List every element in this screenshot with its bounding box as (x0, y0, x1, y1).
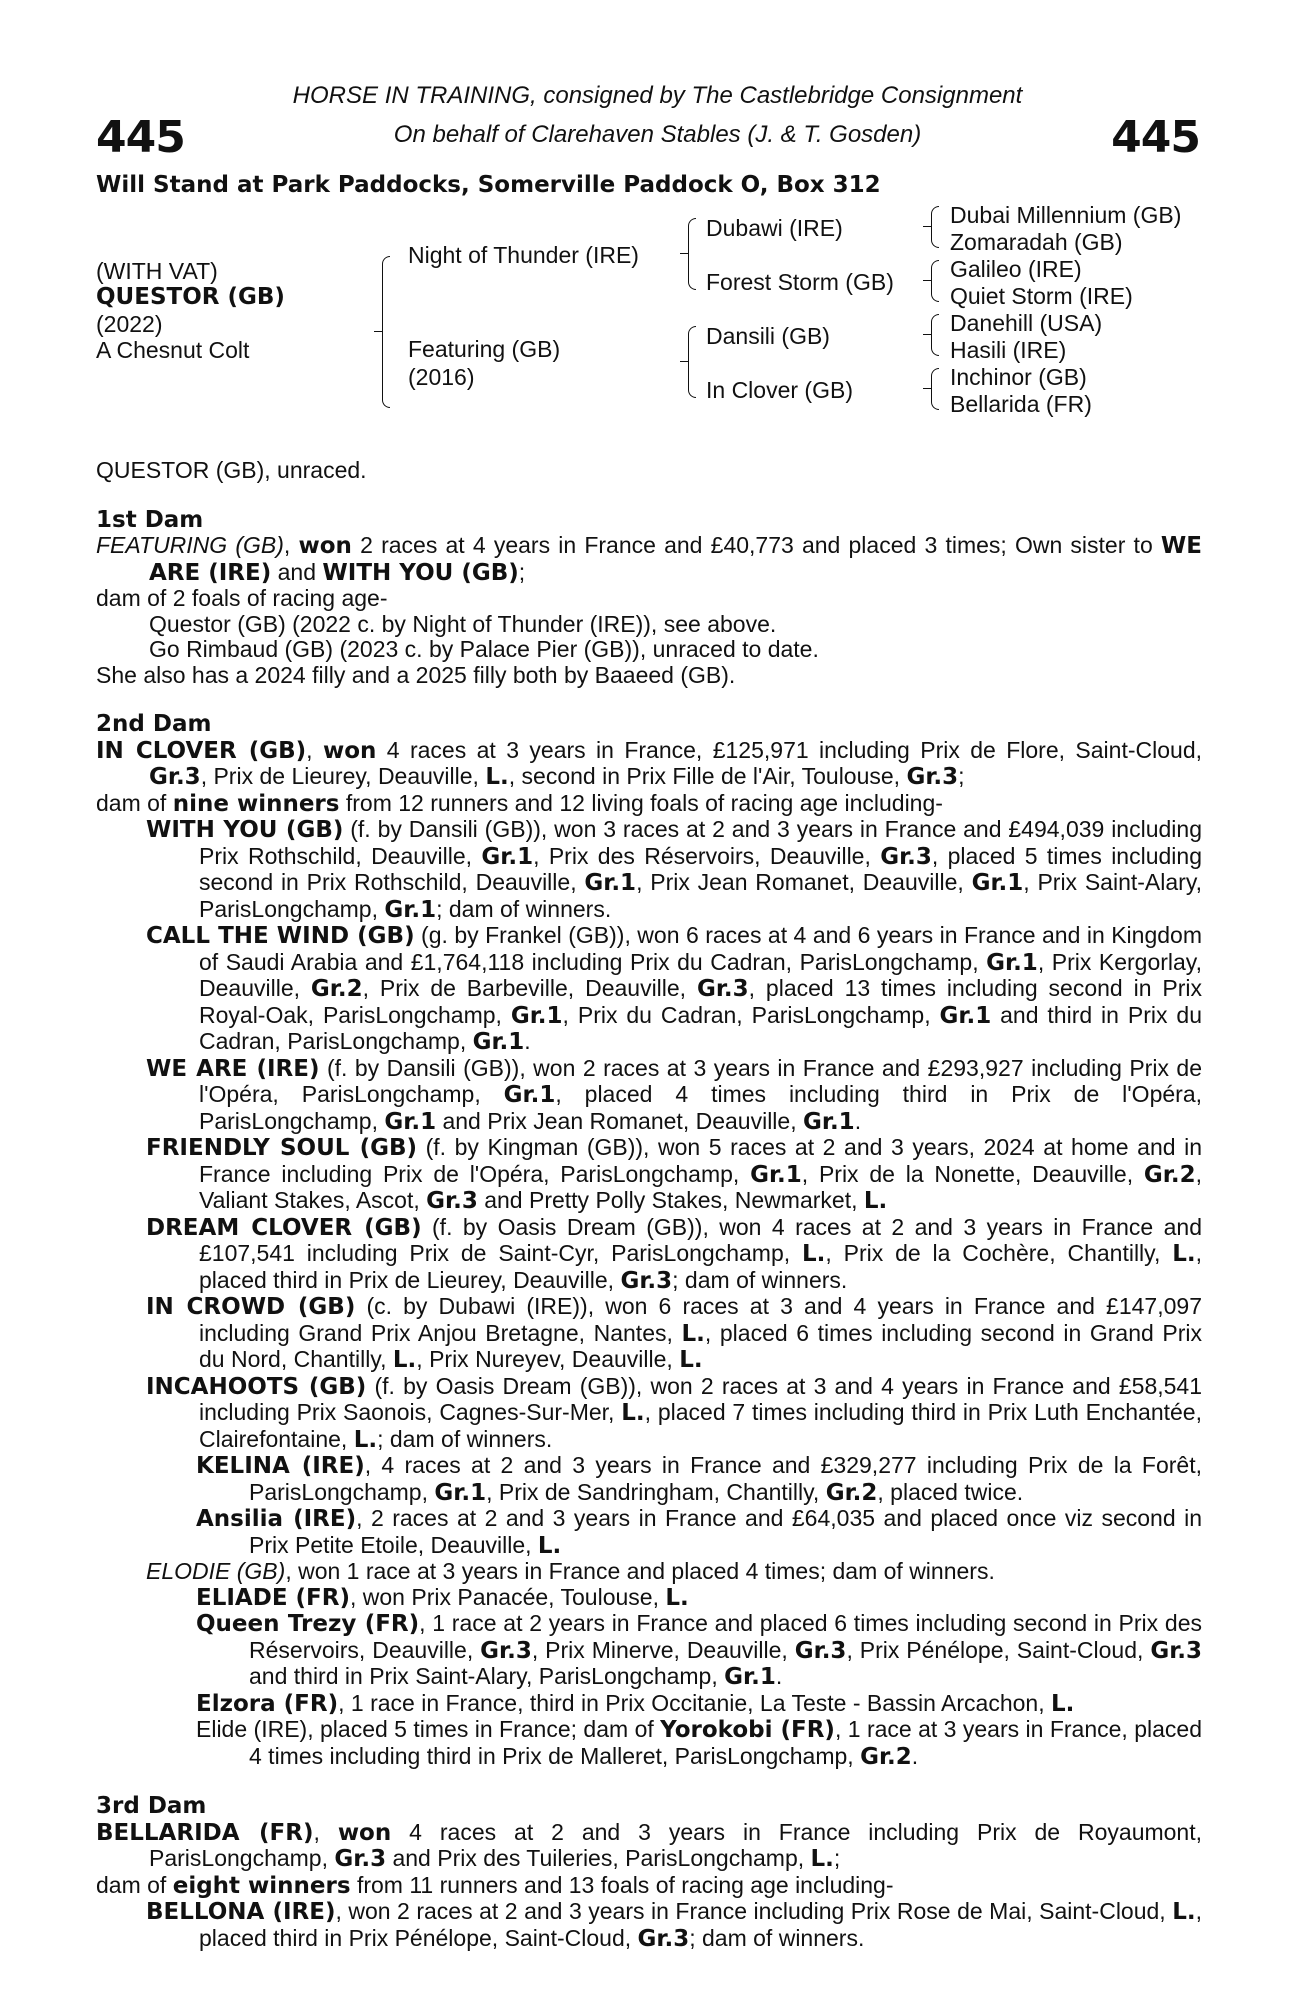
ped-dds: Inchinor (GB) (950, 364, 1087, 390)
progeny-bellona: BELLONA (IRE), won 2 races at 2 and 3 years in France including Prix Rose de Mai, Saint-Cloud, L., placed third in Prix Pénélope, Saint-Cloud, Gr.3; dam of winners. (146, 1898, 1202, 1952)
second-dam-title: 2nd Dam (96, 711, 212, 737)
second-dam-record: IN CLOVER (GB), won 4 races at 3 years in France, £125,971 including Prix de Flore, Saint-Cloud, Gr.3, Prix de Lieurey, Deauville, L., second in Prix Fille de l'Air, Toulouse, Gr.3; (96, 736, 1202, 790)
race-record: QUESTOR (GB), unraced. (96, 457, 367, 483)
ped-ddd: Bellarida (FR) (950, 391, 1092, 417)
sire-dam: Forest Storm (GB) (706, 269, 894, 295)
grandprogeny-kelina: KELINA (IRE), 4 races at 2 and 3 years in France and £329,277 including Prix de la Forêt, ParisLongchamp, Gr.1, Prix de Sandringham, Chantilly, Gr.2, placed twice. (196, 1452, 1202, 1506)
lot-number-left: 445 (96, 112, 185, 163)
horse-description: A Chesnut Colt (96, 337, 250, 363)
ped-dsd: Hasili (IRE) (950, 337, 1067, 363)
vat-label: (WITH VAT) (96, 258, 218, 284)
horse-name: QUESTOR (GB) (96, 284, 285, 310)
brace-ds (931, 314, 939, 356)
stand-location: Will Stand at Park Paddocks, Somerville Paddock O, Box 312 (96, 172, 881, 198)
brace-ss (931, 206, 939, 248)
brace-main (382, 256, 390, 408)
third-dam-produce: dam of eight winners from 11 runners and 13 foals of racing age including- (96, 1871, 894, 1899)
third-dam-record: BELLARIDA (FR), won 4 races at 2 and 3 years in France including Prix de Royaumont, ParisLongchamp, Gr.3 and Prix des Tuileries, ParisLongchamp, L.; (96, 1818, 1203, 1872)
catalogue-body (96, 458, 1202, 1952)
progeny-elodie: ELODIE (GB), won 1 race at 3 years in France and placed 4 times; dam of winners. (146, 1558, 995, 1584)
brace-dd (931, 368, 939, 410)
grandprogeny-elide: Elide (IRE), placed 5 times in France; dam of Yorokobi (FR), 1 race at 3 years in France, placed 4 times including third in Prix de Malleret, ParisLongchamp, Gr.2. (196, 1716, 1202, 1770)
ped-ssd: Zomaradah (GB) (950, 229, 1123, 255)
brace-sd (931, 260, 939, 302)
dam-year: (2016) (408, 364, 475, 390)
third-dam-title: 3rd Dam (96, 1793, 207, 1819)
progeny-dream-clover: DREAM CLOVER (GB) (f. by Oasis Dream (GB)), won 4 races at 2 and 3 years in France and £107,541 including Prix de Saint-Cyr, ParisLongchamp, L., Prix de la Cochère, Chantilly, L., placed third in Prix de Lieurey, Deauville, Gr.3; dam of winners. (146, 1213, 1202, 1294)
ped-dss: Danehill (USA) (950, 310, 1103, 336)
first-dam-foals: dam of 2 foals of racing age- (96, 585, 388, 611)
dam-dam: In Clover (GB) (706, 377, 853, 403)
progeny-call-the-wind: CALL THE WIND (GB) (g. by Frankel (GB)), won 6 races at 4 and 6 years in France and in Kingdom of Saudi Arabia and £1,764,118 including Prix du Cadran, ParisLongchamp, Gr.1, Prix Kergorlay, Deauville, Gr.2, Prix de Barbeville, Deauville, Gr.3, placed 13 times including second in Prix Royal-Oak, ParisLongchamp, Gr.1, Prix du Cadran, ParisLongchamp, Gr.1 and third in Prix du Cadran, ParisLongchamp, Gr.1. (146, 922, 1203, 1055)
progeny-incahoots: INCAHOOTS (GB) (f. by Oasis Dream (GB)), won 2 races at 3 and 4 years in France and £58,541 including Prix Saonois, Cagnes-Sur-Mer, L., placed 7 times including third in Prix Luth Enchantée, Clairefontaine, L.; dam of winners. (146, 1372, 1202, 1453)
grandprogeny-elzora: Elzora (FR), 1 race in France, third in Prix Occitanie, La Teste - Bassin Arcachon, L. (196, 1689, 1075, 1717)
consignment-line: HORSE IN TRAINING, consigned by The Castlebridge Consignment (292, 82, 1023, 109)
ped-sds: Galileo (IRE) (950, 256, 1082, 282)
sire-sire: Dubawi (IRE) (706, 215, 843, 241)
ped-sss: Dubai Millennium (GB) (950, 202, 1182, 228)
first-dam-note: She also has a 2024 filly and a 2025 filly both by Baaeed (GB). (96, 661, 736, 688)
dam-sire: Dansili (GB) (706, 323, 830, 349)
ped-sdd: Quiet Storm (IRE) (950, 283, 1133, 309)
first-dam-record: FEATURING (GB), won 2 races at 4 years in France and £40,773 and placed 3 times; Own sister to WE ARE (IRE) and WITH YOU (GB); (96, 532, 1203, 586)
lot-number-right: 445 (1111, 112, 1200, 163)
vendor-line: On behalf of Clarehaven Stables (J. & T. Gosden) (393, 121, 922, 148)
sire: Night of Thunder (IRE) (408, 242, 639, 268)
progeny-with-you: WITH YOU (GB) (f. by Dansili (GB)), won 3 races at 2 and 3 years in France and £494,039 including Prix Rothschild, Deauville, Gr.1, Prix des Réservoirs, Deauville, Gr.3, placed 5 times including second in Prix Rothschild, Deauville, Gr.1, Prix Jean Romanet, Deauville, Gr.1, Prix Saint-Alary, ParisLongchamp, Gr.1; dam of winners. (146, 816, 1202, 923)
grandprogeny-eliade: ELIADE (FR), won Prix Panacée, Toulouse, L. (196, 1583, 689, 1611)
progeny-friendly-soul: FRIENDLY SOUL (GB) (f. by Kingman (GB)), won 5 races at 2 and 3 years, 2024 at home and in France including Prix de l'Opéra, ParisLongchamp, Gr.1, Prix de la Nonette, Deauville, Gr.2, Valiant Stakes, Ascot, Gr.3 and Pretty Polly Stakes, Newmarket, L. (146, 1134, 1202, 1214)
progeny-we-are: WE ARE (IRE) (f. by Dansili (GB)), won 2 races at 3 years in France and £293,927 including Prix de l'Opéra, ParisLongchamp, Gr.1, placed 4 times including third in Prix de l'Opéra, ParisLongchamp, Gr.1 and Prix Jean Romanet, Deauville, Gr.1. (146, 1054, 1202, 1135)
brace-sire (688, 218, 696, 290)
horse-year: (2022) (96, 311, 163, 337)
foal-go-rimbaud: Go Rimbaud (GB) (2023 c. by Palace Pier (GB)), unraced to date. (149, 636, 819, 662)
foal-questor: Questor (GB) (2022 c. by Night of Thunder (IRE)), see above. (149, 610, 777, 637)
grandprogeny-queen-trezy: Queen Trezy (FR), 1 race at 2 years in France and placed 6 times including second in Prix des Réservoirs, Deauville, Gr.3, Prix Minerve, Deauville, Gr.3, Prix Pénélope, Saint-Cloud, Gr.3 and third in Prix Saint-Alary, ParisLongchamp, Gr.1. (196, 1610, 1202, 1690)
progeny-in-crowd: IN CROWD (GB) (c. by Dubawi (IRE)), won 6 races at 3 and 4 years in France and £147,097 including Grand Prix Anjou Bretagne, Nantes, L., placed 6 times including second in Grand Prix du Nord, Chantilly, L., Prix Nureyev, Deauville, L. (146, 1293, 1202, 1373)
second-dam-produce: dam of nine winners from 12 runners and 12 living foals of racing age including- (96, 789, 943, 817)
dam: Featuring (GB) (408, 336, 561, 362)
brace-dam (688, 326, 696, 398)
first-dam-title: 1st Dam (96, 506, 204, 533)
grandprogeny-ansilia: Ansilia (IRE), 2 races at 2 and 3 years in France and £64,035 and placed once viz second in Prix Petite Etoile, Deauville, L. (196, 1505, 1203, 1559)
